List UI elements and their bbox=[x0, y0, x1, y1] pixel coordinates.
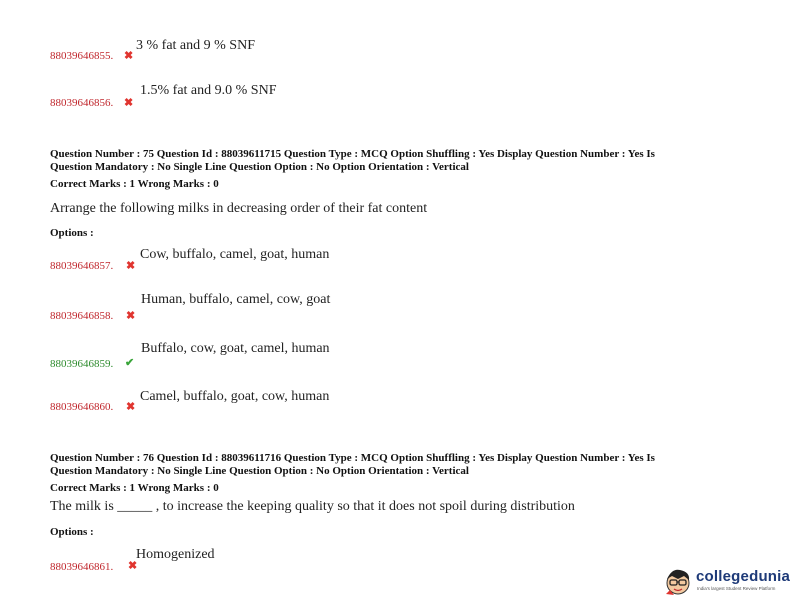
logo-wordmark: collegedunia bbox=[696, 568, 791, 585]
marks-info: Correct Marks : 1 Wrong Marks : 0 bbox=[50, 178, 219, 190]
option-text: Human, buffalo, camel, cow, goat bbox=[141, 292, 331, 307]
option-text: Cow, buffalo, camel, goat, human bbox=[140, 247, 330, 262]
marks-info: Correct Marks : 1 Wrong Marks : 0 bbox=[50, 482, 219, 494]
question-text: The milk is _____ , to increase the keeping quality so that it does not spoil during distribution bbox=[50, 499, 575, 514]
option-id: 88039646857. bbox=[50, 260, 114, 272]
collegedunia-logo bbox=[664, 566, 791, 600]
option-text: Buffalo, cow, goat, camel, human bbox=[141, 341, 330, 356]
question-meta bbox=[50, 148, 655, 174]
question-meta-line: Question Mandatory : No Single Line Question Option : No Option Orientation : Vertical bbox=[50, 465, 469, 477]
options-label: Options : bbox=[50, 227, 94, 239]
question-meta-line: Question Number : 76 Question Id : 88039611716 Question Type : MCQ Option Shuffling : Yes Display Question Number : Yes Is bbox=[50, 452, 655, 464]
wrong-cross-icon: ✖ bbox=[124, 50, 134, 62]
options-label: Options : bbox=[50, 526, 94, 538]
question-text: Arrange the following milks in decreasing order of their fat content bbox=[50, 201, 428, 216]
option-text: Camel, buffalo, goat, cow, human bbox=[140, 389, 330, 404]
question-meta bbox=[50, 452, 655, 478]
option-text: 1.5% fat and 9.0 % SNF bbox=[140, 83, 277, 98]
wrong-cross-icon: ✖ bbox=[124, 97, 134, 109]
option-id: 88039646861. bbox=[50, 561, 114, 573]
option-id: 88039646856. bbox=[50, 97, 114, 109]
option-id: 88039646858. bbox=[50, 310, 114, 322]
option-text: Homogenized bbox=[136, 547, 215, 562]
wrong-cross-icon: ✖ bbox=[126, 260, 136, 272]
option-id: 88039646855. bbox=[50, 50, 114, 62]
wrong-cross-icon: ✖ bbox=[128, 560, 138, 572]
correct-check-icon: ✔ bbox=[125, 357, 135, 369]
option-text: 3 % fat and 9 % SNF bbox=[136, 38, 255, 53]
option-id-correct: 88039646859. bbox=[50, 358, 114, 370]
logo-tagline: India's largest Student Review Platform bbox=[697, 586, 776, 591]
question-meta-line: Question Number : 75 Question Id : 88039611715 Question Type : MCQ Option Shuffling : Yes Display Question Number : Yes Is bbox=[50, 148, 655, 160]
wrong-cross-icon: ✖ bbox=[126, 310, 136, 322]
mascot-icon bbox=[664, 566, 694, 598]
question-meta-line: Question Mandatory : No Single Line Question Option : No Option Orientation : Vertical bbox=[50, 161, 469, 173]
wrong-cross-icon: ✖ bbox=[126, 401, 136, 413]
option-id: 88039646860. bbox=[50, 401, 114, 413]
